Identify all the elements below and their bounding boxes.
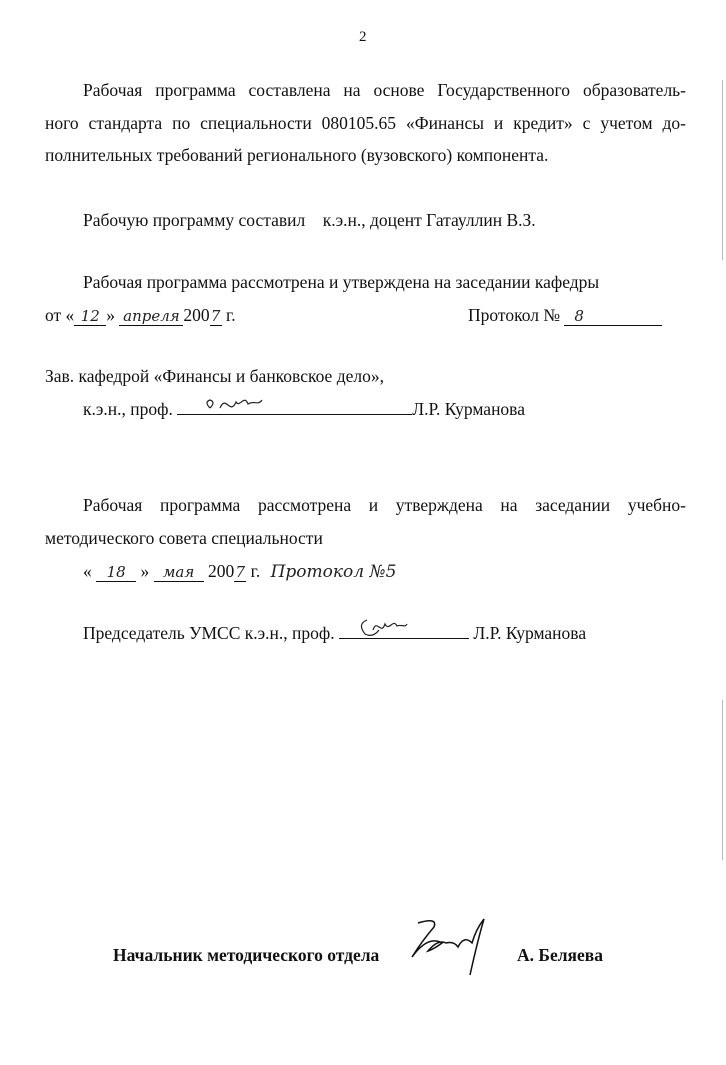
para1-line3: полнительных требований регионального (вузовского) компонента.	[45, 145, 549, 165]
dept-approval-line1: Рабочая программа рассмотрена и утверждена на заседании кафедры	[83, 272, 600, 292]
year-digit-handwritten: 7	[235, 563, 246, 581]
dept-protocol	[468, 305, 662, 326]
para1-line2: ного стандарта по специальности 080105.65 «Финансы и кредит» с учетом до-	[45, 113, 686, 133]
year-suffix: г.	[226, 305, 236, 325]
signature-icon	[202, 396, 282, 420]
year-prefix: 200	[208, 561, 235, 581]
date-open: «	[83, 561, 92, 581]
dept-head-signature-line	[83, 399, 525, 419]
protocol-handwritten: Протокол №5	[270, 562, 397, 582]
month-handwritten: мая	[154, 563, 204, 582]
chairman-title: Председатель УМСС к.э.н., проф.	[83, 623, 335, 643]
footer-title: Начальник методического отдела	[113, 945, 380, 965]
month-handwritten: апреля	[119, 307, 183, 326]
dept-head-title: к.э.н., проф.	[83, 399, 173, 419]
chairman-name: Л.Р. Курманова	[473, 623, 587, 643]
footer-name: А. Беляева	[517, 945, 603, 965]
protocol-label: Протокол №	[468, 305, 561, 325]
council-approval-line1: Рабочая программа рассмотрена и утверждена на заседании учебно-	[83, 495, 686, 515]
signature-field	[339, 638, 469, 639]
dept-head-name: Л.Р. Курманова	[412, 399, 525, 419]
signature-field	[177, 414, 412, 415]
year-digit-handwritten: 7	[210, 307, 221, 325]
dept-approval-date	[45, 305, 236, 326]
date-mid: »	[106, 305, 116, 325]
signature-icon	[400, 915, 510, 980]
year-prefix: 200	[183, 305, 210, 325]
day-handwritten: 12	[74, 307, 106, 326]
dept-head-line1: Зав. кафедрой «Финансы и банковское дело»,	[45, 366, 384, 386]
year-suffix: г.	[250, 561, 261, 581]
date-open: от «	[45, 305, 75, 325]
day-handwritten: 18	[96, 563, 136, 582]
scan-edge	[722, 700, 723, 860]
date-mid: »	[140, 561, 150, 581]
council-approval-date	[83, 561, 396, 582]
page-number: 2	[359, 29, 367, 45]
para1-line1: Рабочая программа составлена на основе Государственного образователь-	[83, 80, 686, 100]
compiler-line: Рабочую программу составил к.э.н., доцент Гатауллин В.З.	[83, 210, 536, 230]
scan-edge	[722, 80, 723, 260]
signature-icon	[353, 612, 413, 646]
council-approval-line2: методического совета специальности	[45, 528, 323, 548]
chairman-line	[83, 623, 586, 643]
protocol-number-handwritten: 8	[564, 307, 662, 326]
